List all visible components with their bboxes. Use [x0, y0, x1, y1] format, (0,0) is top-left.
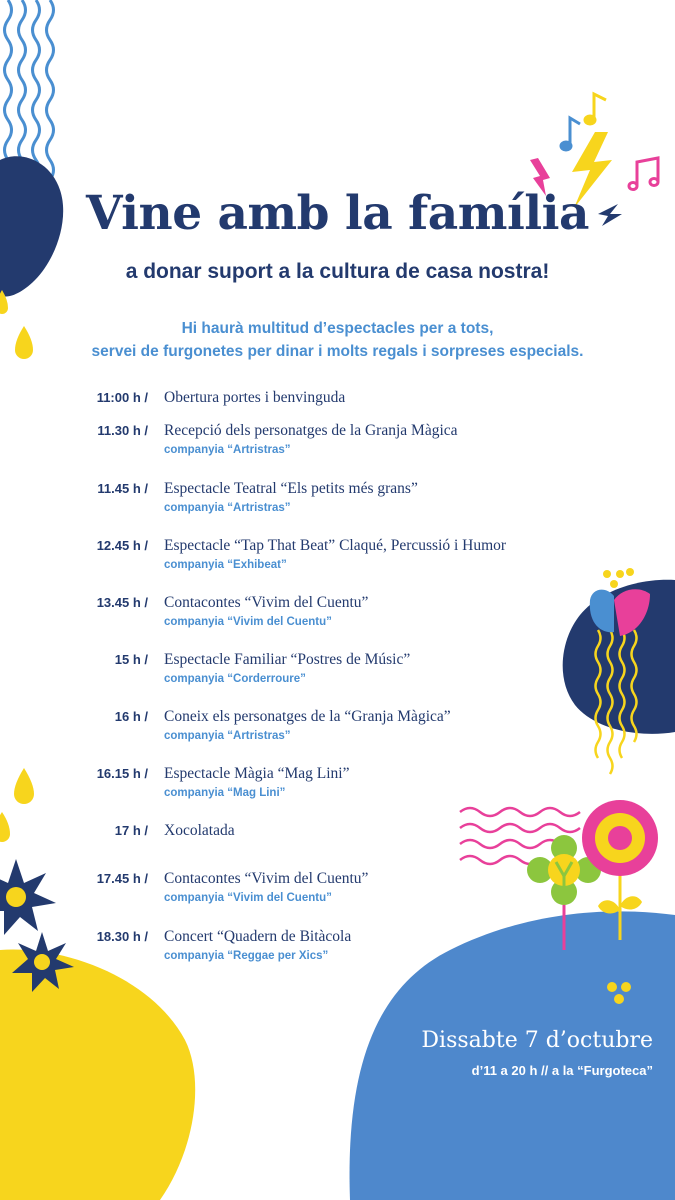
schedule-activity: Espectacle “Tap That Beat” Claqué, Percussió i Humor: [164, 537, 507, 554]
event-time-location: d’11 a 20 h // a la “Furgoteca”: [471, 1063, 653, 1078]
schedule-company: companyia “Artristras”: [164, 502, 291, 514]
schedule-time: 13.45 h /: [96, 595, 148, 610]
schedule-time: 18.30 h /: [96, 929, 148, 944]
schedule-company: companyia “Mag Lini”: [164, 787, 286, 799]
schedule-company: companyia “Vivim del Cuentu”: [164, 616, 332, 628]
schedule-company: companyia “Vivim del Cuentu”: [164, 892, 332, 904]
schedule-activity: Contacontes “Vivim del Cuentu”: [164, 870, 369, 887]
schedule-activity: Xocolatada: [164, 822, 235, 839]
page-subtitle: a donar suport a la cultura de casa nostra!: [125, 260, 550, 283]
schedule-company: companyia “Artristras”: [164, 730, 291, 742]
event-date: Dissabte 7 d’octubre: [421, 1028, 653, 1053]
intro-line: Hi haurà multitud d’espectacles per a tots,: [181, 320, 494, 337]
schedule-activity: Espectacle Teatral “Els petits més grans”: [164, 480, 418, 497]
schedule-time: 11:00 h /: [96, 390, 148, 405]
page-title: Vine amb la família: [86, 186, 589, 241]
schedule-activity: Concert “Quadern de Bitàcola: [164, 928, 352, 945]
schedule-time: 16 h /: [114, 709, 148, 724]
schedule-activity: Espectacle Familiar “Postres de Músic”: [164, 651, 411, 668]
schedule-company: companyia “Exhibeat”: [164, 559, 287, 571]
schedule-company: companyia “Reggae per Xics”: [164, 950, 329, 962]
schedule-time: 12.45 h /: [96, 538, 148, 553]
schedule-time: 11.45 h /: [97, 481, 148, 496]
schedule-company: companyia “Corderroure”: [164, 673, 306, 685]
schedule-time: 17.45 h /: [96, 871, 148, 886]
schedule-time: 16.15 h /: [96, 766, 148, 781]
schedule-time: 11.30 h /: [97, 423, 148, 438]
schedule-activity: Espectacle Màgia “Mag Lini”: [164, 765, 350, 782]
schedule-time: 17 h /: [114, 823, 148, 838]
schedule-activity: Contacontes “Vivim del Cuentu”: [164, 594, 369, 611]
schedule-activity: Recepció dels personatges de la Granja Màgica: [164, 422, 458, 439]
schedule-activity: Coneix els personatges de la “Granja Màgica”: [164, 708, 451, 725]
schedule-time: 15 h /: [114, 652, 148, 667]
schedule-activity: Obertura portes i benvinguda: [164, 389, 346, 406]
intro-line: servei de furgonetes per dinar i molts regals i sorpreses especials.: [91, 343, 584, 360]
schedule-company: companyia “Artristras”: [164, 444, 291, 456]
